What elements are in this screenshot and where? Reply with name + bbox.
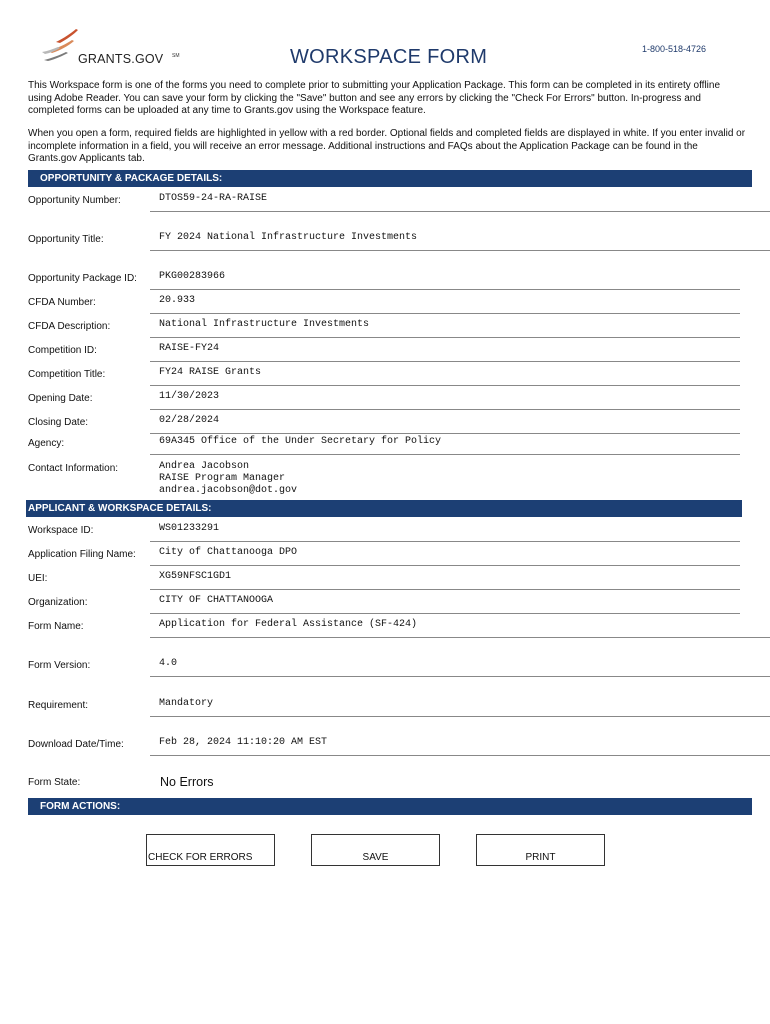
field-value[interactable]: CITY OF CHATTANOOGA xyxy=(159,595,274,606)
grants-gov-logo xyxy=(42,26,192,70)
field-value[interactable]: DTOS59-24-RA-RAISE xyxy=(159,193,268,204)
field-value[interactable]: City of Chattanooga DPO xyxy=(159,547,298,558)
field-label: Form Name: xyxy=(28,621,84,632)
applicant-section-header: APPLICANT & WORKSPACE DETAILS: xyxy=(26,500,742,517)
field-underline xyxy=(150,313,740,314)
field-value[interactable]: WS01233291 xyxy=(159,523,220,534)
field-underline xyxy=(150,361,740,362)
field-label: CFDA Number: xyxy=(28,297,96,308)
field-value[interactable]: XG59NFSC1GD1 xyxy=(159,571,232,582)
field-value[interactable]: 11/30/2023 xyxy=(159,391,220,402)
intro-paragraph-1: This Workspace form is one of the forms you need to complete prior to submitting your Application Package. This form can be completed in its entirety offline using Adobe Reader. You can save your form by clicking the "Save" button and see any errors by clicking the "Check For Errors" button. In-progress and completed forms can be uploaded at any time to Grants.gov using the Workspace feature. xyxy=(28,80,721,117)
field-underline xyxy=(150,385,740,386)
intro-paragraph-2: When you open a form, required fields are highlighted in yellow with a red border. Optional fields and completed fields are displayed in white. If you enter invalid or incomplete information in a field, you will receive an error message. Additional instructions and FAQs about the Application Package can be found in the Grants.gov Applicants tab. xyxy=(28,128,746,165)
field-underline xyxy=(150,613,740,614)
field-value[interactable]: 69A345 Office of the Under Secretary for Policy xyxy=(159,436,442,447)
field-value[interactable]: RAISE-FY24 xyxy=(159,343,220,354)
field-value[interactable]: Application for Federal Assistance (SF-424) xyxy=(159,619,418,630)
print-button[interactable] xyxy=(476,834,605,866)
field-underline xyxy=(150,637,770,638)
field-value[interactable]: FY24 RAISE Grants xyxy=(159,367,262,378)
form-actions-section-header: FORM ACTIONS: xyxy=(28,798,752,815)
field-label: Application Filing Name: xyxy=(28,549,136,560)
field-value[interactable]: National Infrastructure Investments xyxy=(159,319,370,330)
field-underline xyxy=(150,565,740,566)
field-underline xyxy=(150,337,740,338)
field-label: Download Date/Time: xyxy=(28,739,124,750)
field-label: Form Version: xyxy=(28,660,91,671)
field-label: Opportunity Title: xyxy=(28,234,104,245)
field-label: Workspace ID: xyxy=(28,525,94,536)
page-title: WORKSPACE FORM xyxy=(290,46,488,68)
field-label: Requirement: xyxy=(28,700,89,711)
field-label: Form State: xyxy=(28,777,81,788)
field-label: Competition ID: xyxy=(28,345,97,356)
field-label: UEI: xyxy=(28,573,48,584)
logo-service-mark: SM xyxy=(172,53,180,59)
field-value[interactable]: 4.0 xyxy=(159,658,178,669)
form-state-value: No Errors xyxy=(160,775,214,789)
field-label: Closing Date: xyxy=(28,417,89,428)
field-label: Organization: xyxy=(28,597,88,608)
field-underline xyxy=(150,409,740,410)
field-underline xyxy=(150,454,740,455)
field-label: Opening Date: xyxy=(28,393,93,404)
check-for-errors-label: CHECK FOR ERRORS xyxy=(148,852,253,863)
field-underline xyxy=(150,676,770,677)
field-underline xyxy=(150,589,740,590)
field-underline xyxy=(150,211,770,212)
field-underline xyxy=(150,433,740,434)
field-value[interactable]: Andrea Jacobson RAISE Program Manager andrea.jacobson@dot.gov xyxy=(159,461,298,496)
print-label: PRINT xyxy=(525,852,556,863)
field-value[interactable]: Feb 28, 2024 11:10:20 AM EST xyxy=(159,737,328,748)
field-label: Opportunity Number: xyxy=(28,195,121,206)
field-underline xyxy=(150,541,740,542)
field-underline xyxy=(150,755,770,756)
check-for-errors-button[interactable] xyxy=(146,834,275,866)
field-label: CFDA Description: xyxy=(28,321,111,332)
field-label: Contact Information: xyxy=(28,463,119,474)
field-label: Competition Title: xyxy=(28,369,106,380)
opportunity-section-header: OPPORTUNITY & PACKAGE DETAILS: xyxy=(28,170,752,187)
field-value[interactable]: Mandatory xyxy=(159,698,214,709)
field-underline xyxy=(150,289,740,290)
save-label: SAVE xyxy=(362,852,389,863)
field-value[interactable]: 20.933 xyxy=(159,295,196,306)
field-value[interactable]: 02/28/2024 xyxy=(159,415,220,426)
logo-text: GRANTS.GOV xyxy=(78,52,164,66)
field-underline xyxy=(150,716,770,717)
field-label: Opportunity Package ID: xyxy=(28,273,137,284)
field-value[interactable]: PKG00283966 xyxy=(159,271,226,282)
field-value[interactable]: FY 2024 National Infrastructure Investments xyxy=(159,232,418,243)
support-phone: 1-800-518-4726 xyxy=(642,44,707,54)
field-label: Agency: xyxy=(28,438,65,449)
save-button[interactable] xyxy=(311,834,440,866)
field-underline xyxy=(150,250,770,251)
logo-swoosh-icon xyxy=(42,26,82,66)
